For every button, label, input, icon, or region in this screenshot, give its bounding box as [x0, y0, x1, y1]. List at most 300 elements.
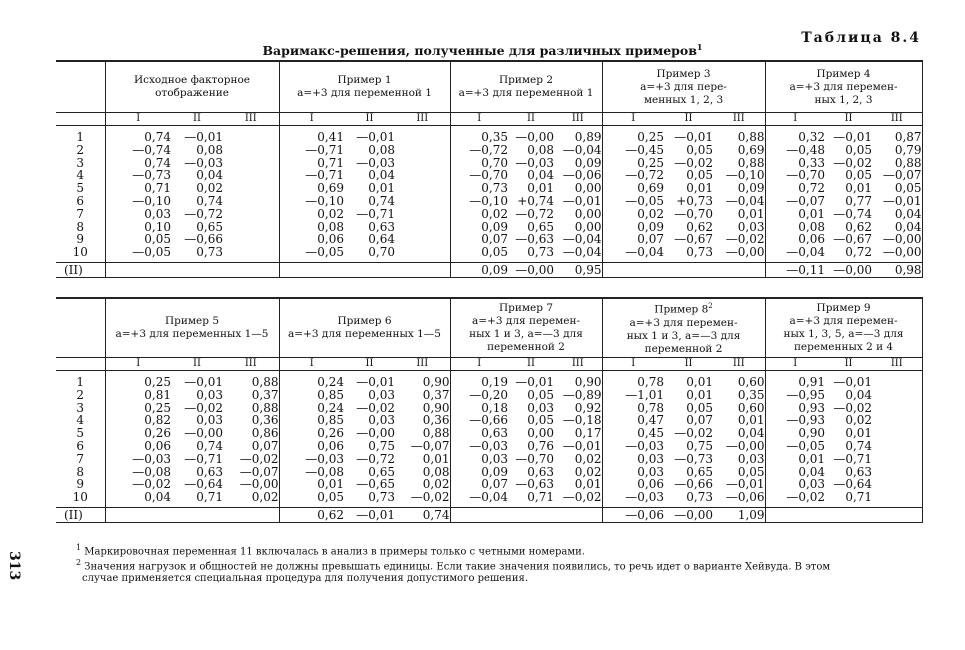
loading-cell: —0,07: [395, 440, 450, 453]
loading-cell: [223, 246, 279, 262]
loading-cell: [872, 453, 922, 466]
loading-cell: 0,75: [686, 438, 714, 453]
communality-cell: 0,95: [554, 262, 602, 277]
loading-cell: —0,01: [356, 375, 395, 389]
loading-cell: 0,25: [637, 130, 664, 144]
loading-cell: 0,05: [872, 182, 922, 195]
loading-cell: —0,01: [713, 478, 765, 491]
loading-cell: [223, 157, 279, 170]
table-row: [56, 195, 922, 208]
group-header-line-2: a=+3 для переменных 1—5: [288, 328, 441, 340]
loading-cell: 0,00: [554, 208, 602, 221]
group-footnote-mark: 2: [708, 302, 713, 311]
loading-cell: 0,07: [686, 413, 714, 428]
loading-cell: 0,06: [317, 232, 344, 247]
group-header-line-1: Пример 2: [499, 74, 553, 86]
loading-cell: 0,62: [686, 219, 713, 234]
loading-cell: —0,03: [625, 438, 665, 453]
loading-cell: 0,08: [368, 142, 395, 157]
loading-cell: —0,63: [515, 232, 554, 247]
loading-cell: —0,04: [554, 144, 602, 157]
loading-cell: 0,05: [317, 490, 344, 505]
footnote-text: Маркировочная переменная 11 включалась в анализ в примеры только с четными номерами.: [84, 546, 586, 558]
loading-cell: —0,70: [469, 168, 508, 183]
loading-cell: —0,05: [305, 245, 344, 260]
loading-cell: 0,63: [527, 464, 554, 479]
loading-cell: 0,25: [144, 375, 171, 389]
loading-cell: —0,00: [872, 246, 922, 262]
loading-cell: [395, 195, 450, 208]
loading-cell: 0,06: [637, 477, 665, 492]
communality-cell: [171, 507, 223, 522]
group-header-line-1: Пример 4: [816, 67, 871, 80]
loading-cell: —0,03: [132, 451, 171, 466]
communality-cell: [223, 262, 279, 277]
factor-label: III: [713, 358, 765, 371]
loading-cell: —0,70: [786, 168, 826, 183]
table-row: [56, 246, 922, 262]
loading-cell: [872, 427, 922, 440]
loading-cell: —0,73: [674, 451, 714, 466]
group-header-line-4: переменных 2 и 4: [793, 341, 894, 353]
loading-cell: 0,88: [713, 126, 765, 144]
communality-cell: [825, 507, 872, 522]
loading-cell: [872, 414, 922, 427]
loading-cell: —0,48: [786, 142, 826, 157]
communality-cell: [508, 507, 554, 522]
communality-cell: 0,09: [450, 262, 508, 277]
loading-cell: —0,03: [305, 451, 344, 466]
table-row: [56, 126, 922, 144]
loading-cell: —0,72: [356, 451, 395, 466]
loading-cell: 0,76: [527, 438, 554, 453]
loading-cell: 0,73: [686, 245, 713, 260]
group-header-line-4: переменной 2: [487, 341, 565, 353]
loading-cell: 0,03: [713, 221, 765, 234]
loading-cell: —0,67: [674, 232, 713, 247]
row-number: 8: [56, 466, 105, 479]
loading-cell: 0,07: [223, 440, 279, 453]
factor-label: II: [825, 358, 872, 371]
group-header-line-3: ных 1, 3, 5, a=—3 для: [783, 328, 904, 340]
factor-label: I: [450, 113, 508, 126]
row-number: 9: [56, 478, 105, 491]
loading-cell: 0,71: [317, 155, 344, 170]
loading-cell: —0,07: [872, 169, 922, 182]
loading-cell: —0,10: [713, 169, 765, 182]
loading-cell: 0,88: [395, 427, 450, 440]
loading-cell: 0,88: [872, 157, 922, 170]
loading-cell: —0,66: [469, 413, 508, 428]
row-number: 10: [56, 246, 105, 262]
loading-cell: —0,66: [184, 232, 223, 247]
row-number: 9: [56, 233, 105, 246]
loading-cell: 0,64: [368, 232, 395, 247]
loading-cell: 0,01: [713, 208, 765, 221]
loading-cell: —0,00: [515, 130, 554, 144]
loading-cell: 0,02: [395, 478, 450, 491]
loading-cell: 0,06: [317, 438, 344, 453]
loading-cell: 0,04: [144, 490, 171, 505]
group-header-4: [602, 61, 765, 113]
group-header-3: [450, 298, 602, 358]
table-row: [56, 144, 922, 157]
loading-cell: —0,74: [132, 142, 171, 157]
group-header-5: [765, 298, 922, 358]
group-header-line-2: a=+3 для перемен-: [471, 315, 581, 327]
loading-cell: 0,02: [637, 206, 664, 221]
factor-label: II: [508, 113, 554, 126]
group-header-line-1: Пример 5: [165, 315, 219, 327]
loading-cell: [395, 221, 450, 234]
loading-cell: 0,07: [481, 232, 508, 247]
loading-cell: 0,05: [686, 400, 714, 415]
loading-cell: 0,05: [481, 245, 508, 260]
row-number: 1: [56, 126, 105, 144]
loading-cell: [395, 233, 450, 246]
communality-label: (II): [56, 262, 105, 277]
loading-cell: 0,41: [317, 130, 344, 144]
loading-cell: 0,25: [144, 400, 171, 415]
top-table: [56, 60, 923, 278]
footnote-1: [76, 542, 936, 557]
loading-cell: 0,35: [713, 389, 765, 402]
communality-row: [56, 262, 922, 277]
footnote-text: случае применяется специальная процедура для получения допустимого решения.: [82, 572, 528, 584]
loading-cell: 0,08: [317, 219, 344, 234]
factor-label: III: [223, 113, 279, 126]
loading-cell: 0,01: [317, 477, 344, 492]
loading-cell: 0,01: [713, 414, 765, 427]
loading-cell: 0,90: [554, 371, 602, 389]
group-header-line-1: Исходное факторное: [133, 74, 251, 86]
group-header-row: [56, 61, 922, 113]
communality-cell: [554, 507, 602, 522]
loading-cell: —0,06: [554, 169, 602, 182]
row-number: 7: [56, 453, 105, 466]
communality-cell: 0,74: [395, 507, 450, 522]
loading-cell: —0,02: [395, 491, 450, 507]
loading-cell: 0,17: [554, 427, 602, 440]
loading-cell: 0,08: [527, 142, 554, 157]
loading-cell: 0,73: [196, 245, 223, 260]
loading-cell: 0,74: [144, 130, 171, 144]
loading-cell: 0,05: [686, 168, 713, 183]
group-header-line-2: a=+3 для перемен-: [789, 80, 898, 93]
loading-cell: +0,73: [676, 193, 713, 208]
factor-label: I: [105, 113, 171, 126]
loading-cell: —0,05: [132, 245, 171, 260]
loading-cell: 0,62: [845, 219, 873, 234]
factor-label: III: [713, 113, 765, 126]
row-number: 10: [56, 491, 105, 507]
loading-cell: —0,01: [554, 195, 602, 208]
factor-label: III: [223, 358, 279, 371]
factor-label: I: [602, 113, 664, 126]
loading-cell: 0,04: [872, 221, 922, 234]
loading-cell: 0,04: [368, 168, 395, 183]
loading-cell: 0,00: [527, 426, 554, 441]
loading-cell: 0,37: [223, 389, 279, 402]
loading-cell: —0,72: [469, 142, 508, 157]
loading-cell: —0,08: [132, 464, 171, 479]
loading-cell: 0,02: [196, 181, 223, 196]
loading-cell: —0,71: [356, 206, 395, 221]
loading-cell: 0,05: [686, 142, 713, 157]
loading-cell: —0,71: [305, 142, 344, 157]
loading-cell: 0,74: [368, 193, 395, 208]
footnote-mark: 1: [76, 543, 82, 552]
group-header-line-2: a=+3 для перемен-: [789, 315, 898, 327]
communality-cell: 0,98: [872, 262, 922, 277]
loading-cell: 0,69: [317, 181, 344, 196]
loading-cell: 0,05: [527, 413, 554, 428]
corner-cell: [56, 113, 105, 126]
group-header-2: [279, 298, 450, 358]
factor-label: II: [508, 358, 554, 371]
loading-cell: 0,26: [317, 426, 344, 441]
loading-cell: 0,03: [637, 451, 665, 466]
group-header-line-3: менных 1, 2, 3: [643, 93, 724, 106]
footnote-text: Значения нагрузок и общностей не должны превышать единицы. Если такие значения появились, то речь идет о варианте Хейвуда. В этом: [84, 561, 831, 573]
loading-cell: —0,93: [786, 413, 826, 428]
loading-cell: 0,03: [637, 464, 665, 479]
loading-cell: [872, 466, 922, 479]
loading-cell: —0,70: [515, 451, 554, 466]
loading-cell: —0,01: [872, 195, 922, 208]
loading-cell: —0,64: [833, 477, 873, 492]
communality-cell: [664, 262, 713, 277]
loading-cell: 0,86: [223, 427, 279, 440]
loading-cell: 0,03: [798, 477, 826, 492]
corner-cell: [56, 61, 105, 113]
loading-cell: 0,63: [481, 426, 508, 441]
group-header-line-2: отображение: [155, 87, 229, 99]
loading-cell: 0,74: [196, 438, 223, 453]
loading-cell: —0,02: [833, 155, 873, 170]
loading-cell: 0,02: [554, 466, 602, 479]
loading-cell: 0,32: [798, 130, 826, 144]
loading-cell: 0,05: [713, 466, 765, 479]
communality-cell: [765, 507, 825, 522]
communality-cell: [872, 507, 922, 522]
page-number: 313: [6, 551, 22, 581]
factor-label: III: [554, 113, 602, 126]
loading-cell: 0,65: [527, 219, 554, 234]
row-number: 4: [56, 414, 105, 427]
loading-cell: 0,88: [223, 371, 279, 389]
group-header-line-1: [603, 300, 765, 317]
loading-cell: 0,18: [481, 400, 508, 415]
row-number: 7: [56, 208, 105, 221]
group-header-line-1: Пример 7: [499, 302, 553, 314]
loading-cell: —0,07: [223, 466, 279, 479]
loading-cell: [395, 157, 450, 170]
loading-cell: 0,01: [798, 451, 826, 466]
table-row: [56, 208, 922, 221]
loading-cell: —0,01: [515, 375, 554, 389]
corner-cell: [56, 298, 105, 358]
loading-cell: 0,00: [554, 221, 602, 234]
communality-cell: [171, 262, 223, 277]
factor-label: III: [395, 358, 450, 371]
factor-label: III: [872, 358, 922, 371]
loading-cell: [223, 126, 279, 144]
loading-cell: 0,85: [317, 387, 344, 402]
communality-cell: —0,06: [602, 507, 664, 522]
loading-cell: 0,03: [196, 387, 223, 402]
title-footnote-mark: 1: [696, 42, 703, 52]
loading-cell: —0,71: [305, 168, 344, 183]
loading-cell: —0,71: [184, 451, 223, 466]
loading-cell: —0,08: [305, 464, 344, 479]
loading-cell: 0,65: [686, 464, 714, 479]
communality-cell: —0,00: [664, 507, 713, 522]
loading-cell: 0,74: [845, 438, 873, 453]
row-number: 4: [56, 169, 105, 182]
loading-cell: 0,09: [713, 182, 765, 195]
loading-cell: 0,65: [196, 219, 223, 234]
loading-cell: 0,09: [481, 464, 508, 479]
factor-label: II: [664, 358, 713, 371]
communality-cell: [344, 262, 395, 277]
communality-cell: [105, 262, 171, 277]
loading-cell: —0,72: [515, 206, 554, 221]
group-header-row: [56, 298, 922, 358]
loading-cell: 0,26: [144, 426, 171, 441]
loading-cell: —0,74: [833, 206, 873, 221]
loading-cell: 0,02: [317, 206, 344, 221]
loading-cell: 0,05: [527, 387, 554, 402]
loading-cell: —0,00: [356, 426, 395, 441]
factor-label: II: [825, 113, 872, 126]
loading-cell: 0,04: [798, 464, 826, 479]
loading-cell: 0,03: [144, 206, 171, 221]
loading-cell: —0,20: [469, 387, 508, 402]
communality-cell: [713, 262, 765, 277]
loading-cell: 0,02: [845, 413, 873, 428]
loading-cell: [872, 402, 922, 415]
group-header-line-3: ных 1, 2, 3: [814, 93, 873, 106]
communality-cell: [602, 262, 664, 277]
communality-row: [56, 507, 922, 522]
communality-cell: [395, 262, 450, 277]
loading-cell: 0,09: [481, 219, 508, 234]
loading-cell: —0,66: [674, 477, 714, 492]
row-number: 2: [56, 144, 105, 157]
loading-cell: 0,91: [798, 375, 826, 389]
bottom-table: [56, 297, 923, 523]
loading-cell: 0,36: [223, 414, 279, 427]
loading-cell: —0,72: [625, 168, 664, 183]
loading-cell: —0,02: [223, 453, 279, 466]
loading-cell: 0,89: [554, 126, 602, 144]
loading-cell: 0,85: [317, 413, 344, 428]
loading-cell: 0,04: [713, 427, 765, 440]
loading-cell: —0,05: [625, 193, 664, 208]
group-header-line-2: a=+3 для переменной 1: [458, 87, 594, 99]
loading-cell: 0,78: [637, 375, 665, 389]
factor-label: I: [765, 113, 825, 126]
loading-cell: 0,05: [845, 142, 873, 157]
loading-cell: 0,04: [196, 168, 223, 183]
loading-cell: —0,02: [833, 400, 873, 415]
loading-cell: —0,01: [356, 130, 395, 144]
group-title: Пример 8: [654, 303, 709, 316]
loading-cell: 0,69: [713, 144, 765, 157]
loading-cell: [872, 371, 922, 389]
communality-cell: [279, 262, 344, 277]
factor-label: I: [279, 358, 344, 371]
loading-cell: —0,03: [184, 155, 223, 170]
loading-cell: 0,63: [845, 464, 873, 479]
table-title: [0, 42, 965, 58]
loading-cell: 0,08: [798, 219, 826, 234]
group-header-4: [602, 298, 765, 358]
group-header-line-2: a=+3 для переменной 1: [297, 87, 432, 99]
loading-cell: 0,79: [872, 144, 922, 157]
factor-header-row: [56, 113, 922, 126]
loading-cell: [395, 182, 450, 195]
loading-cell: —0,00: [223, 478, 279, 491]
loading-cell: —0,06: [713, 491, 765, 507]
loading-cell: 0,01: [686, 375, 714, 389]
loading-cell: —0,01: [833, 130, 873, 144]
table-row: [56, 453, 922, 466]
loading-cell: 0,04: [872, 208, 922, 221]
communality-cell: —0,01: [344, 507, 395, 522]
loading-cell: [223, 144, 279, 157]
loading-cell: 0,70: [481, 155, 508, 170]
loading-cell: 0,05: [845, 168, 873, 183]
row-number: 3: [56, 157, 105, 170]
loading-cell: 0,82: [144, 413, 171, 428]
row-number: 8: [56, 221, 105, 234]
group-header-line-4: переменной 2: [644, 342, 723, 355]
loading-cell: —0,02: [786, 490, 826, 505]
loading-cell: 0,77: [845, 193, 873, 208]
loading-cell: —0,03: [625, 490, 665, 505]
table-label: Таблица 8.4: [801, 30, 921, 46]
loading-cell: [395, 144, 450, 157]
loading-cell: —0,18: [554, 414, 602, 427]
communality-cell: [450, 507, 508, 522]
loading-cell: 0,73: [686, 490, 714, 505]
factor-label: II: [344, 358, 395, 371]
row-number: 5: [56, 427, 105, 440]
loading-cell: —0,02: [674, 155, 713, 170]
loading-cell: 0,01: [527, 181, 554, 196]
loading-cell: [395, 208, 450, 221]
loading-cell: 0,02: [481, 206, 508, 221]
loading-cell: 0,01: [798, 206, 826, 221]
factor-label: I: [602, 358, 664, 371]
communality-cell: —0,00: [825, 262, 872, 277]
loading-cell: —0,70: [674, 206, 713, 221]
loading-cell: —0,01: [674, 130, 713, 144]
loading-cell: —0,00: [184, 426, 223, 441]
loading-cell: —0,01: [184, 130, 223, 144]
loading-cell: —0,00: [872, 233, 922, 246]
loading-cell: 0,90: [798, 426, 826, 441]
communality-label: (II): [56, 507, 105, 522]
loading-cell: [223, 221, 279, 234]
loading-cell: 0,24: [317, 375, 344, 389]
loading-cell: 0,04: [527, 168, 554, 183]
loading-cell: [223, 233, 279, 246]
loading-cell: 0,36: [395, 414, 450, 427]
loading-cell: 0,02: [223, 491, 279, 507]
